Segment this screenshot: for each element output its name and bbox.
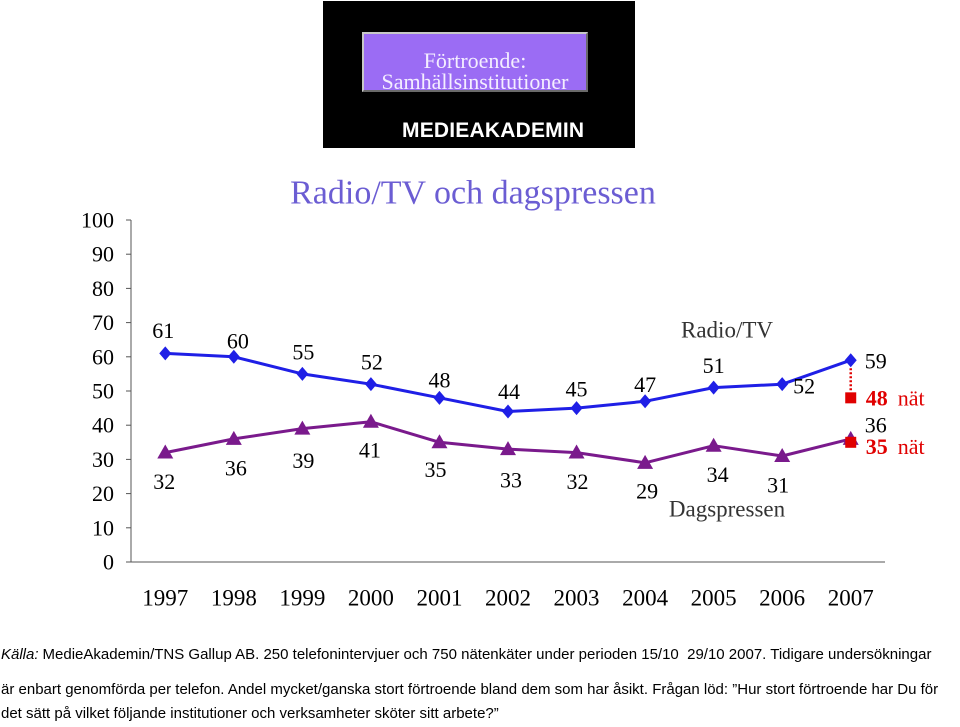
data-label: 36 bbox=[224, 455, 247, 481]
series-name-dagspressen: Dagspressen bbox=[668, 496, 786, 522]
data-label: 45 bbox=[565, 376, 588, 402]
data-label: 29 bbox=[636, 478, 659, 504]
data-label: 59 bbox=[864, 348, 887, 374]
x-tick-label: 1999 bbox=[279, 585, 326, 611]
footnote-line-3: det sätt på vilket följande institutioner och verksamheter sköter sitt arbete?” bbox=[1, 705, 499, 722]
data-label: 55 bbox=[292, 339, 315, 365]
x-tick-label: 1997 bbox=[142, 585, 189, 611]
data-point-diamond bbox=[776, 377, 788, 391]
x-axis-tick-labels bbox=[142, 586, 873, 611]
data-point-diamond bbox=[571, 401, 583, 415]
y-tick-label: 50 bbox=[92, 378, 114, 404]
x-tick-label: 2005 bbox=[690, 585, 737, 611]
data-label: 60 bbox=[226, 328, 249, 354]
y-tick-label: 10 bbox=[92, 515, 114, 541]
series-radio-tv bbox=[152, 318, 886, 419]
x-tick-label: 2000 bbox=[347, 585, 394, 611]
data-point-diamond bbox=[502, 405, 514, 419]
data-label: 36 bbox=[864, 412, 887, 438]
data-point-diamond bbox=[708, 381, 720, 395]
data-point-triangle bbox=[363, 414, 379, 428]
x-tick-label: 2004 bbox=[622, 585, 669, 611]
data-point-diamond bbox=[433, 391, 445, 405]
data-point-triangle bbox=[706, 438, 722, 452]
y-tick-label: 80 bbox=[92, 275, 114, 301]
data-label: 48 bbox=[428, 367, 451, 393]
y-tick-label: 90 bbox=[92, 241, 114, 267]
series-layer bbox=[152, 318, 886, 503]
brand-logo-text: MEDIEAKADEMIN bbox=[402, 119, 585, 142]
data-label: 33 bbox=[500, 467, 522, 493]
x-tick-label: 2007 bbox=[827, 585, 874, 611]
data-label: 34 bbox=[706, 462, 729, 488]
data-label: 51 bbox=[702, 353, 725, 379]
data-point-diamond bbox=[365, 377, 377, 391]
data-label: 41 bbox=[358, 437, 381, 463]
y-axis-tick-labels bbox=[81, 208, 114, 575]
data-label: 44 bbox=[498, 379, 520, 405]
y-tick-label: 60 bbox=[92, 344, 114, 370]
chart-title: Radio/TV och dagspressen bbox=[290, 174, 656, 212]
net-value-label: 48 bbox=[865, 385, 888, 411]
data-point-diamond bbox=[296, 367, 308, 381]
data-label: 31 bbox=[767, 472, 790, 498]
topic-line-1: Förtroende: bbox=[423, 48, 527, 73]
y-tick-label: 30 bbox=[92, 446, 114, 472]
y-tick-label: 70 bbox=[92, 310, 114, 336]
x-tick-label: 2001 bbox=[416, 585, 463, 611]
net-point-square bbox=[845, 392, 856, 403]
series-dagspressen bbox=[153, 412, 886, 503]
data-point-diamond bbox=[159, 346, 171, 360]
x-tick-label: 2002 bbox=[485, 585, 531, 611]
net-unit-label: nät bbox=[897, 385, 925, 411]
data-label: 39 bbox=[292, 448, 315, 474]
footnote-line-2: är enbart genomförda per telefon. Andel mycket/ganska stort förtroende bland dem som har åsikt. Frågan löd: ”Hur stort förtroende har Du för bbox=[1, 681, 939, 698]
net-value-label: 35 bbox=[865, 433, 888, 459]
y-tick-label: 40 bbox=[92, 412, 114, 438]
data-point-diamond bbox=[845, 353, 857, 367]
data-label: 52 bbox=[360, 349, 383, 375]
data-label: 61 bbox=[152, 317, 175, 343]
x-tick-label: 2003 bbox=[553, 585, 600, 611]
x-tick-label: 2006 bbox=[759, 585, 806, 611]
data-label: 52 bbox=[793, 373, 816, 399]
data-label: 35 bbox=[424, 456, 447, 482]
source-label: Källa: bbox=[1, 646, 39, 663]
topic-line-2: Samhällsinstitutioner bbox=[381, 69, 569, 94]
footnote-line-1-text: MedieAkademin/TNS Gallup AB. 250 telefonintervjuer och 750 nätenkäter under perioden 15/10 29/10 2007. Tidigare undersökningar bbox=[42, 646, 932, 663]
y-tick-label: 0 bbox=[103, 549, 114, 575]
y-tick-label: 20 bbox=[92, 481, 114, 507]
footnote-line-1 bbox=[1, 646, 931, 664]
data-label: 32 bbox=[153, 469, 176, 495]
net-point-square bbox=[845, 437, 856, 448]
data-label: 32 bbox=[566, 469, 589, 495]
series-name-radio-tv: Radio/TV bbox=[681, 317, 773, 343]
y-tick-label: 100 bbox=[81, 207, 114, 233]
x-tick-label: 1998 bbox=[210, 585, 257, 611]
data-label: 47 bbox=[634, 371, 657, 397]
net-unit-label: nät bbox=[897, 433, 925, 459]
